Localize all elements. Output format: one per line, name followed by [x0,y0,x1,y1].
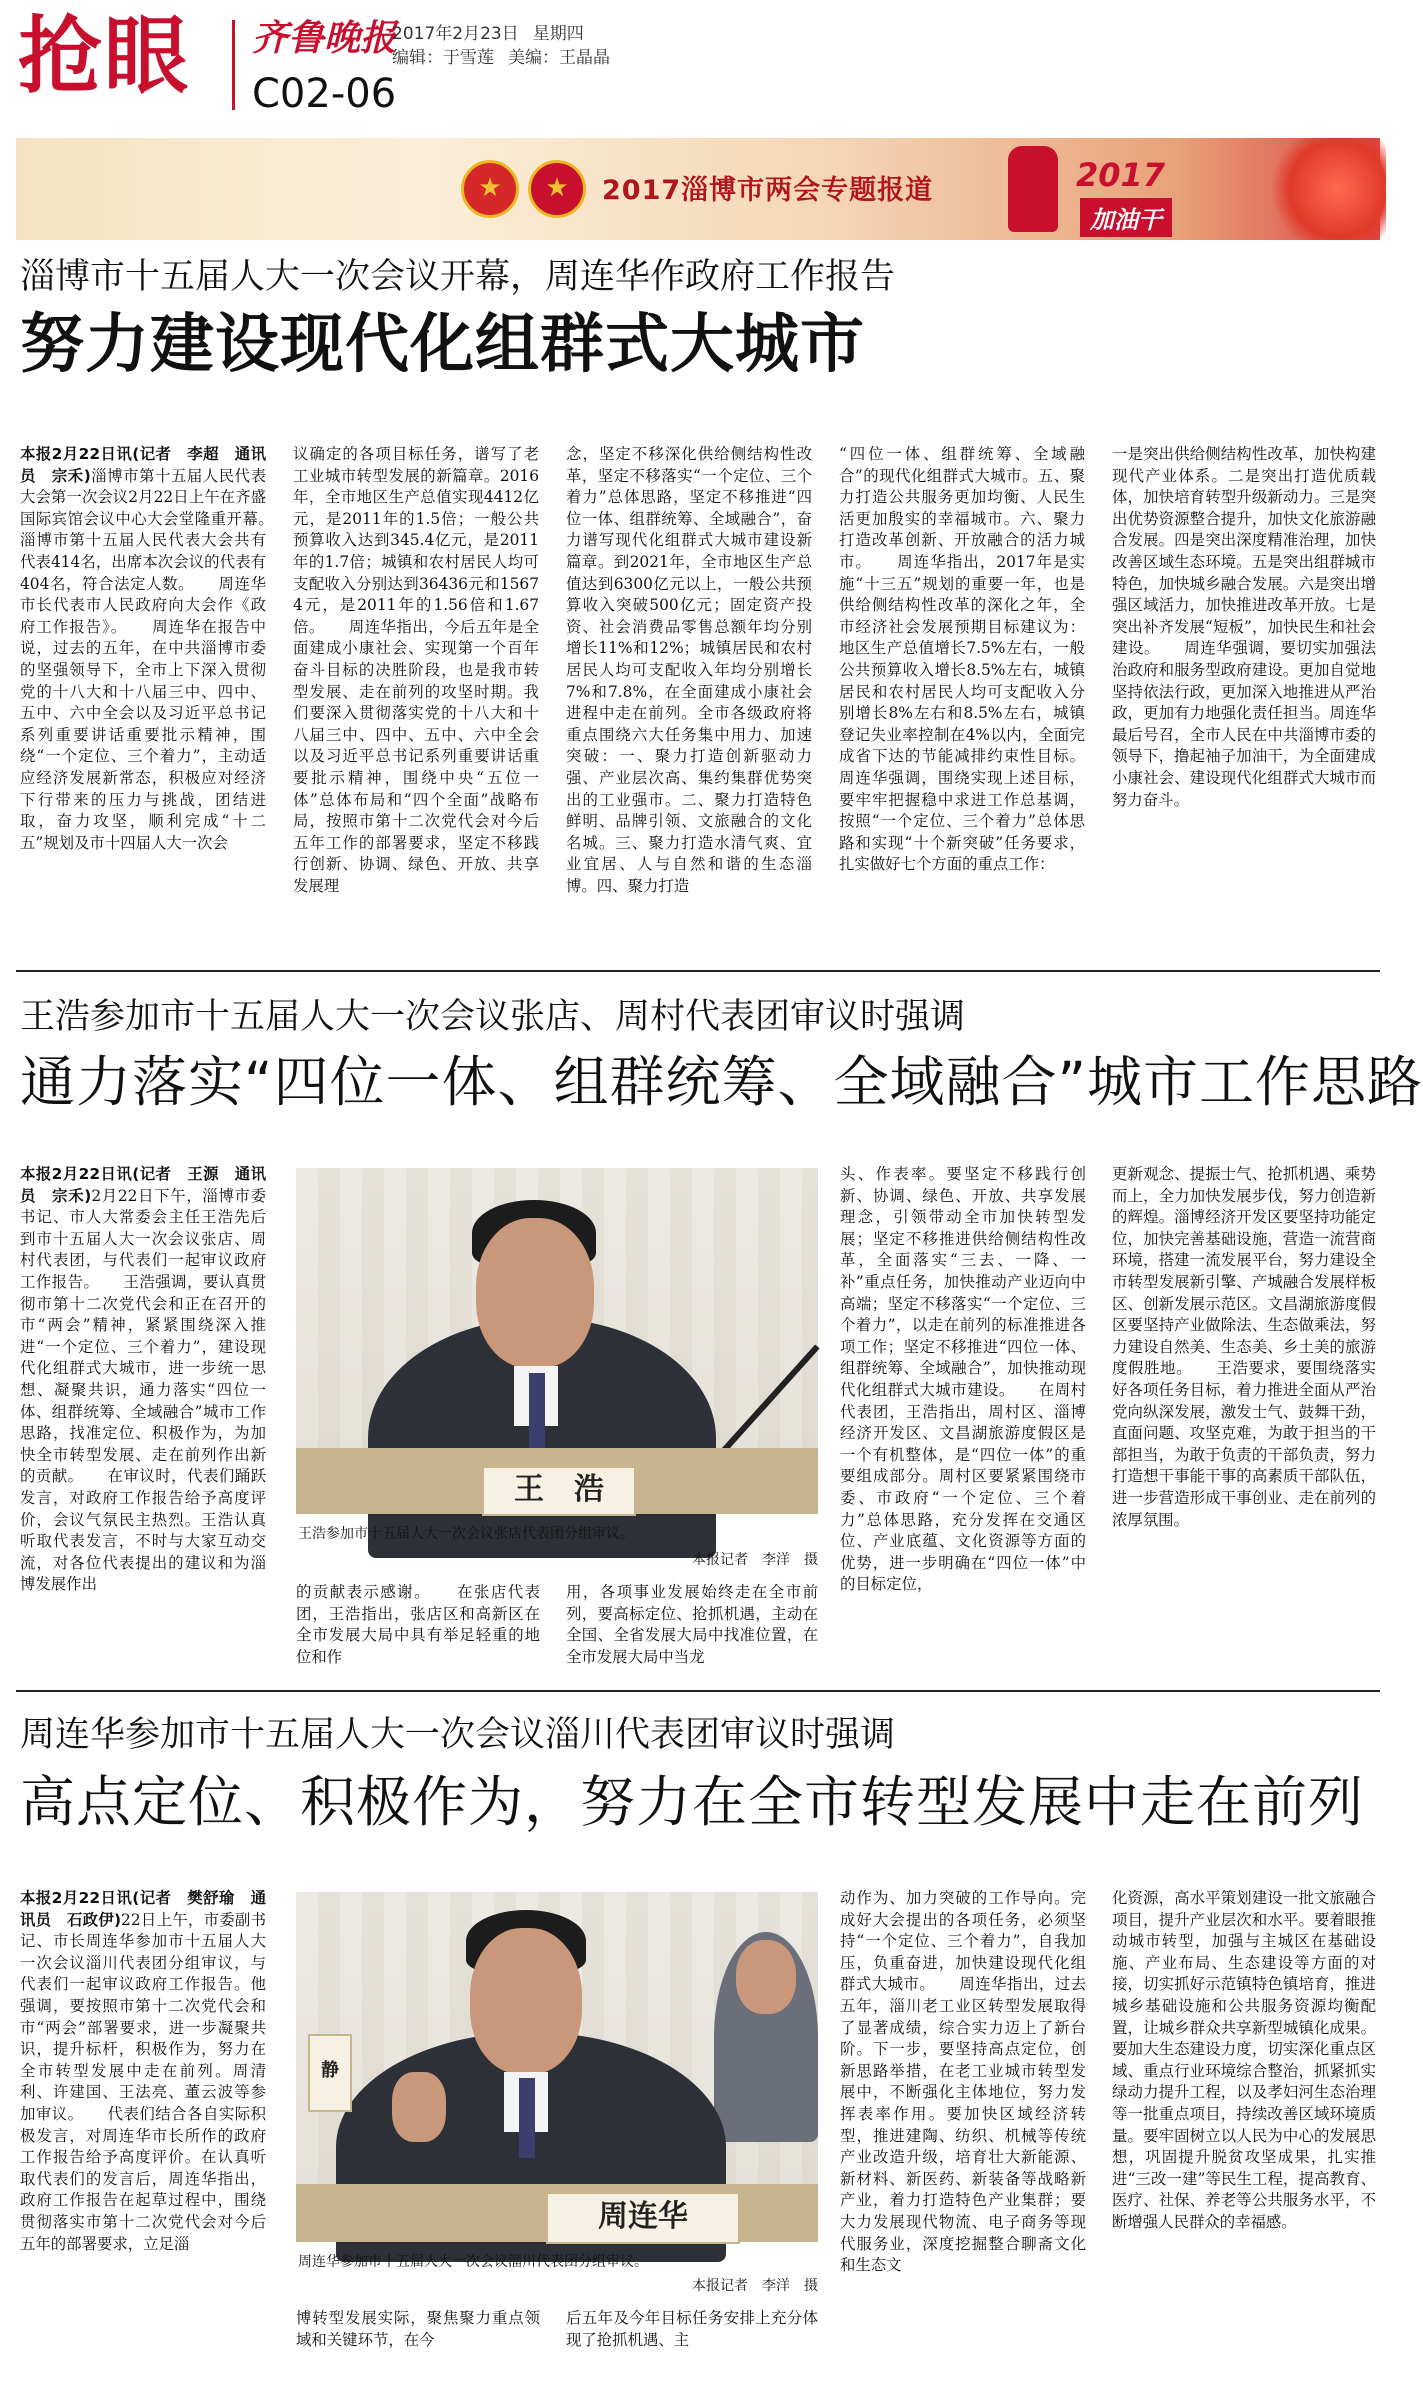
national-emblem-icon [461,160,519,218]
cppcc-emblem-icon [528,160,586,218]
article1-column-4 [839,444,1085,956]
article3-photo [296,1892,818,2242]
article2-kicker: 王浩参加市十五届人大一次会议张店、周村代表团审议时强调 [20,997,966,1037]
article2-headline: 通力落实“四位一体、组群统筹、全域融合”城市工作思路 [20,1050,1423,1114]
article1-col4-text: “四位一体、组群统筹、全域融合”的现代化组群式大城市。五、聚力打造公共服务更加均衡、人民生活更加殷实的幸福城市。六、聚力打造改革创新、开放融合的活力城市。 周连华指出，2017年是实施“十三五”规划的重要一年，也是供给侧结构性改革的深化之年，全市经济社会发展预期目标建议为：地区生产总值增长7.5%左右，一般公共预算收入增长8.5%左右，城镇居民和农村居民人均可支配收入分别增长8%左右和8.5%左右，城镇登记失业率控制在4%以内，全面完成省下达的节能减排约束性目标。周连华强调，围绕实现上述目标，要牢牢把握稳中求进工作总基调，按照“一个定位、三个着力”总体思路和实现“十个新突破”任务要求，扎实做好七个方面的重点工作： [839,445,1085,874]
paper-name: 齐鲁晚报 [252,17,397,59]
article3-column-3-bottom [566,2308,818,2384]
article3-column-2-bottom [296,2308,540,2384]
article1-column-2 [293,444,539,956]
article1-col1-text: 淄博市第十五届人民代表大会第一次会议2月22日上午在齐盛国际宾馆会议中心大会堂隆重开幕。 淄博市第十五届人民代表大会共有代表414名，出席本次会议的代表有404名，符合法定人数。 周连华市长代表市人民政府向大会作《政府工作报告》。 周连华在报告中说，过去的五年，在中共淄博市委的坚强领导下，全市上下深入贯彻党的十八大和十八届三中、四中、五中、六中全会以及习近平总书记系列重要讲话重要批示精神，围绕“一个定位、三个着力”，主动适应经济发展新常态，积极应对经济下行带来的压力与挑战，团结进取，奋力攻坚，顺利完成“十二五”规划及市十四届人大一次会 [20,466,297,852]
article3-col5-text: 化资源，高水平策划建设一批文旅融合项目，提升产业层次和水平。要着眼推动城市转型，加强与主城区在基础设施、产业布局、生态建设等方面的对接，切实抓好示范镇特色镇培育，推进城乡基础设施和公共服务资源均衡配置，让城乡群众共享新型城镇化成果。要加大生态建设力度，切实深化重点区域、重点行业环境综合整治，抓紧抓实绿动力提升工程，以及孝妇河生态治理等一批重点项目，持续改善区域环境质量。要牢固树立以人民为中心的发展思想，巩固提升脱贫攻坚成果，扎实推进“三改一建”等民生工程，提高教育、医疗、社保、养老等公共服务水平，不断增强人民群众的幸福感。 [1112,1889,1376,2231]
page-code: C02-06 [252,71,397,117]
article2-col1-text: 2月22日下午，淄博市委书记、市人大常委会主任王浩先后到市十五届人大一次会议张店、周村代表团，与代表们一起审议政府工作报告。 王浩强调，要认真贯彻市第十二次党代会和正在召开的市“两会”精神，紧紧围绕深入推进“一个定位、三个着力”，建设现代化组群式大城市，进一步统一思想、凝聚共识，通力落实“四位一体、组群统筹、全域融合”城市工作思路，找准定位、积极作为，为加快全市转型发展、走在前列作出新的贡献。 在审议时，代表们踊跃发言，对政府工作报告给予高度评价，会议气氛民主热烈。王浩认真听取代表发言，不时与大家互动交流，对各位代表提出的建议和为淄博发展作出 [20,1186,266,1594]
editor-credit: 编辑：于雪莲 [392,48,494,68]
article1-column-5 [1112,444,1376,956]
banner-slogan: 加油干 [1080,198,1172,237]
article3-headline: 高点定位、积极作为，努力在全市转型发展中走在前列 [20,1770,1365,1834]
designer-credit: 美编：王晶晶 [508,48,610,68]
article2-column-2-bottom [296,1582,540,1674]
article3-column-4 [840,1888,1086,2384]
article2-photo-caption: 王浩参加市十五届人大一次会议张店代表团分组审议。 [298,1526,634,1542]
article3-photo-credit: 本报记者 李洋 摄 [692,2278,818,2294]
issue-date: 2017年2月23日 [392,24,519,44]
article2-col3-text: 用，各项事业发展始终走在全市前列，要高标定位、抢抓机遇，主动在全国、全省发展大局中找准位置，在全市发展大局中当龙 [566,1583,818,1666]
article1-col3-text: 念，坚定不移深化供给侧结构性改革，坚定不移落实“一个定位、三个着力”总体思路，坚定不移推进“四位一体、组群统筹、全域融合”，奋力谱写现代化组群式大城市建设新篇章。到2021年，全市地区生产总值达到6300亿元以上，一般公共预算收入突破500亿元；固定资产投资、社会消费品零售总额年均分别增长11%和12%；城镇居民和农村居民人均可支配收入年均分别增长7%和7.8%，在全面建成小康社会进程中走在前列。全市各级政府将重点围绕六大任务集中用力、加速突破：一、聚力打造创新驱动力强、产业层次高、集约集群优势突出的工业强市。二、聚力打造特色鲜明、品牌引领、文旅融合的文化名城。三、聚力打造水清气爽、宜业宜居、人与自然和谐的生态淄博。四、聚力打造 [566,445,812,895]
article2-byline: 本报2月22日讯(记者 王源 通讯员 宗禾) [20,1165,266,1205]
banner-splash-graphic [1266,138,1386,240]
article3-photo-caption: 周连华参加市十五届人大一次会议淄川代表团分组审议。 [298,2254,648,2270]
section-divider [16,970,1380,972]
section-name: 抢眼 [18,7,191,105]
article2-column-4 [840,1164,1086,1674]
article3-side-nameplate: 静 [308,2034,352,2112]
article2-col5-text: 更新观念、提振士气、抢抓机遇、乘势而上，全力加快发展步伐，努力创造新的辉煌。淄博经济开发区要坚持功能定位，加快完善基础设施，营造一流营商环境，搭建一流发展平台，努力建设全市转型发展新引擎、产城融合发展样板区、创新发展示范区。文昌湖旅游度假区要坚持产业做除法、生态做乘法，努力建设自然美、生态美、乡土美的旅游度假胜地。 王浩要求，要围绕落实好各项任务目标，着力推进全面从严治党向纵深发展，激发士气、鼓舞干劲，直面问题、攻坚克难，为敢于担当的干部担当，为敢于负责的干部负责，努力打造想干事能干事的高素质干部队伍，进一步营造形成干事创业、走在前列的浓厚氛围。 [1112,1165,1376,1529]
article2-col4-text: 头、作表率。要坚定不移践行创新、协调、绿色、开放、共享发展理念，引领带动全市加快转型发展；坚定不移推进供给侧结构性改革，全面落实“三去、一降、一补”重点任务，加快推动产业迈向中高端；坚定不移落实“一个定位、三个着力”，以走在前列的标准推进各项工作；坚定不移推进“四位一体、组群统筹、全域融合”，加快推动现代化组群式大城市建设。 在周村代表团，王浩指出，周村区、淄博经济开发区、文昌湖旅游度假区是一个有机整体，是“四位一体”的重要组成部分。周村区要紧紧围绕市委、市政府“一个定位、三个着力”总体思路，充分发挥在交通区位、产业底蕴、文化资源等方面的优势，进一步明确在“四位一体”中的目标定位， [840,1165,1086,1594]
section-divider [16,1690,1380,1692]
article1-headline: 努力建设现代化组群式大城市 [20,308,865,382]
masthead-divider [232,20,235,110]
article3-col3-text: 后五年及今年目标任务安排上充分体现了抢抓机遇、主 [566,2309,818,2349]
special-report-banner [16,138,1380,240]
article3-byline: 本报2月22日讯(记者 樊舒瑜 通讯员 石政伊) [20,1889,266,1929]
article3-column-5 [1112,1888,1376,2384]
article2-column-5 [1112,1164,1376,1674]
article2-column-1 [20,1164,266,1674]
article1-col5-text: 一是突出供给侧结构性改革，加快构建现代产业体系。二是突出打造优质载体，加快培育转型升级新动力。三是突出优势资源整合提升，加快文化旅游融合发展。四是突出深度精准治理，加快改善区域生态环境。五是突出组群城市特色，加快城乡融合发展。六是突出增强区域活力，加快推进改革开放。七是突出补齐发展“短板”，加快民生和社会建设。 周连华强调，要切实加强法治政府和服务型政府建设。更加自觉地坚持依法行政，更加深入地推进从严治政，更加有力地强化责任担当。周连华最后号召，全市人民在中共淄博市委的领导下，撸起袖子加油干，为全面建成小康社会、建设现代化组群式大城市而努力奋斗。 [1112,445,1376,809]
article2-column-3-bottom [566,1582,818,1674]
article1-kicker: 淄博市十五届人大一次会议开幕，周连华作政府工作报告 [20,257,896,297]
dateline [392,22,624,70]
article3-col2-text: 博转型发展实际，聚焦聚力重点领域和关键环节，在今 [296,2309,540,2349]
raised-fist-icon [1008,146,1058,232]
article3-col4-text: 动作为、加力突破的工作导向。完成好大会提出的各项任务，必须坚持“一个定位、三个着力”，自我加压，负重奋进，加快建设现代化组群式大城市。 周连华指出，过去五年，淄川老工业区转型发展取得了显著成绩，综合实力迈上了新台阶。下一步，要坚持高点定位，创新思路举措，在老工业城市转型发展中，不断强化主体地位，努力发挥表率作用。要加快区域经济转型，推进建陶、纺织、机械等传统产业改造升级，培育壮大新能源、新材料、新医药、新装备等战略新产业，着力打造特色产业集群；要大力发展现代物流、电子商务等现代服务业，深度挖掘整合聊斋文化和生态文 [840,1889,1086,2275]
article2-nameplate: 王 浩 [482,1466,636,1516]
article3-kicker: 周连华参加市十五届人大一次会议淄川代表团审议时强调 [20,1715,896,1755]
article1-column-3 [566,444,812,956]
article2-photo-credit: 本报记者 李洋 摄 [692,1552,818,1568]
banner-year: 2017 [1076,156,1166,194]
article3-column-1 [20,1888,266,2384]
article2-col2-text: 的贡献表示感谢。 在张店代表团，王浩指出，张店区和高新区在全市发展大局中具有举足轻重的地位和作 [296,1583,540,1666]
article2-photo [296,1168,818,1514]
article1-byline: 本报2月22日讯(记者 李超 通讯员 宗禾) [20,445,266,485]
issue-weekday: 星期四 [532,24,584,44]
banner-title: 2017淄博市两会专题报道 [602,175,934,206]
article1-column-1 [20,444,297,956]
article3-nameplate: 周连华 [546,2192,740,2244]
article1-col2-text: 议确定的各项目标任务，谱写了老工业城市转型发展的新篇章。2016年，全市地区生产总值实现4412亿元，是2011年的1.5倍；一般公共预算收入达到345.4亿元，是2011年的1.7倍；城镇和农村居民人均可支配收入分别达到36436元和15674元，是2011年的1.56倍和1.67倍。 周连华指出，今后五年是全面建成小康社会、实现第一个百年奋斗目标的决胜阶段，也是我市转型发展、走在前列的攻坚时期。我们要深入贯彻落实党的十八大和十八届三中、四中、五中、六中全会以及习近平总书记系列重要讲话重要批示精神，围绕中央“五位一体”总体布局和“四个全面”战略布局，按照市第十二次党代会对今后五年工作的部署要求，坚定不移践行创新、协调、绿色、开放、共享发展理 [293,445,539,895]
article3-col1-text: 22日上午，市委副书记、市长周连华参加市十五届人大一次会议淄川代表团分组审议，与代表们一起审议政府工作报告。他强调，要按照市第十二次党代会和市“两会”部署要求，进一步凝聚共识，提升标杆，积极作为，努力在全市转型发展中走在前列。周清利、许建国、王法亮、董云波等参加审议。 代表们结合各自实际积极发言，对周连华市长所作的政府工作报告给予高度评价。在认真听取代表们的发言后，周连华指出，政府工作报告在起草过程中，围绕贯彻落实市第十二次党代会对今后五年的部署要求，立足淄 [20,1910,266,2253]
